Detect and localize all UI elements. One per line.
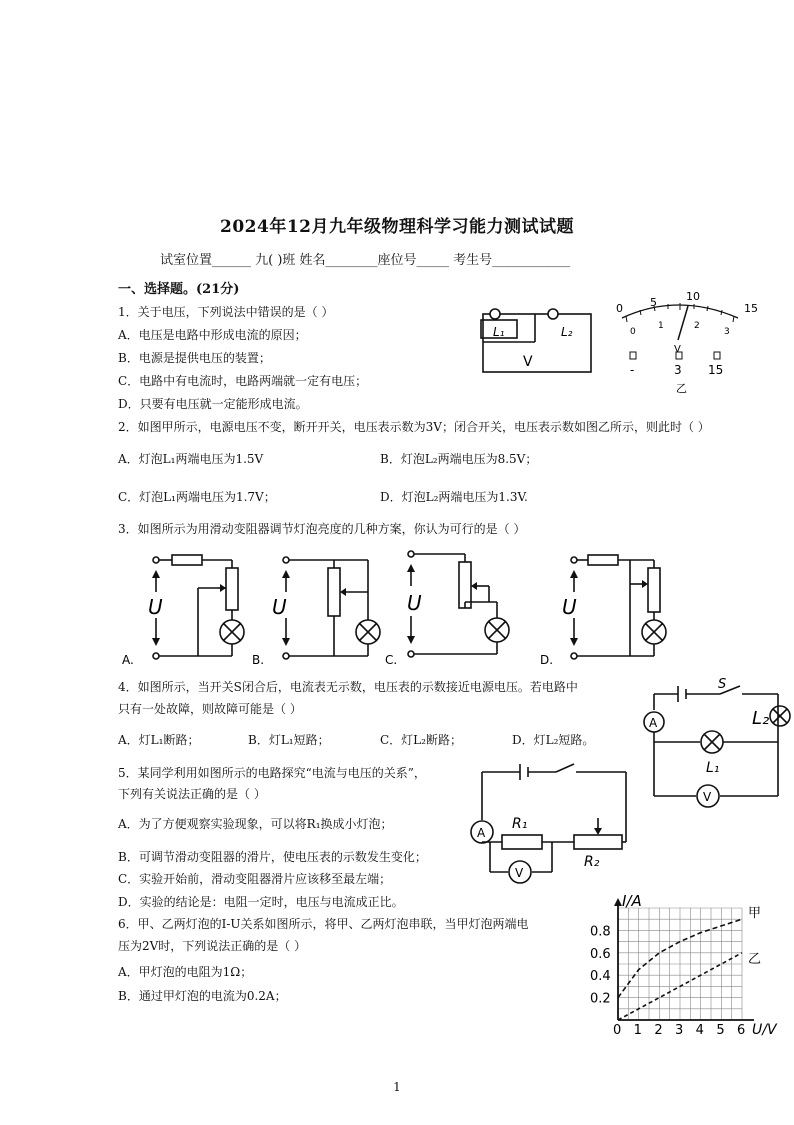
y-tick-label: 0.2 bbox=[590, 991, 611, 1007]
q4-ammeter-label: A bbox=[649, 716, 658, 730]
q2-option-b: B．灯泡L₂两端电压为8.5V； bbox=[380, 452, 538, 466]
q6-option-b: B．通过甲灯泡的电流为0.2A； bbox=[118, 989, 287, 1003]
dial-top-5: 5 bbox=[650, 296, 657, 309]
chart-ylabel: I/A bbox=[622, 892, 642, 910]
q1-option-d: D．只要有电压就一定能形成电流。 bbox=[118, 397, 308, 411]
q3a-source-label: U bbox=[148, 595, 163, 619]
q6-stem-line1: 6．甲、乙两灯泡的I-U关系如图所示，将甲、乙两灯泡串联，当甲灯泡两端电 bbox=[118, 917, 529, 931]
series-label-1: 甲 bbox=[748, 906, 762, 922]
q3-stem: 3．如图所示为用滑动变阻器调节灯泡亮度的几种方案，你认为可行的是（ ） bbox=[118, 522, 526, 536]
q5-option-b: B．可调节滑动变阻器的滑片，使电压表的示数发生变化； bbox=[118, 850, 427, 864]
q3c-source-label: U bbox=[407, 591, 422, 615]
dial-bottom-0: 0 bbox=[630, 327, 636, 337]
q2-voltmeter-mark: V bbox=[523, 354, 533, 370]
dial-unit: V bbox=[674, 344, 681, 355]
dial-bottom-1: 1 bbox=[658, 321, 664, 331]
q4-circuit-figure bbox=[640, 676, 790, 810]
q2-option-a: A．灯泡L₁两端电压为1.5V bbox=[118, 452, 264, 466]
q1-stem: 1．关于电压，下列说法中错误的是（ ） bbox=[118, 305, 334, 319]
y-axis-arrow bbox=[614, 898, 622, 906]
series-label-2: 乙 bbox=[748, 951, 762, 967]
page-number: 1 bbox=[393, 1080, 401, 1094]
x-tick-label: 2 bbox=[654, 1023, 663, 1038]
q5-stem-line2: 下列有关说法正确的是（ ） bbox=[118, 787, 266, 801]
page-title: 2024年12月九年级物理科学习能力测试试题 bbox=[220, 217, 574, 237]
q5-circuit-figure bbox=[466, 756, 636, 892]
label-yi: 乙 bbox=[676, 382, 687, 395]
chart-xlabel: U/V bbox=[752, 1022, 777, 1038]
iu-chart bbox=[574, 888, 786, 1036]
q5-stem-line1: 5．某同学利用如图所示的电路探究“电流与电压的关系”， bbox=[118, 766, 426, 780]
section-heading: 一、选择题。(21分) bbox=[118, 282, 240, 297]
y-tick-label: 0.4 bbox=[590, 969, 611, 985]
q5-option-a: A．为了方便观察实验现象，可以将R₁换成小灯泡； bbox=[118, 817, 393, 831]
q4-lamp1-label: L₁ bbox=[706, 760, 720, 776]
q3b-label: B. bbox=[252, 653, 265, 667]
x-tick-label: 5 bbox=[716, 1023, 725, 1038]
q4-option-b: B．灯L₁短路； bbox=[248, 733, 330, 747]
y-tick-label: 0.6 bbox=[590, 946, 611, 962]
student-info-line: 试室位置______ 九( )班 姓名________座位号_____ 考生号____________ bbox=[160, 253, 571, 268]
dial-top-15: 15 bbox=[744, 302, 758, 315]
q4-stem-line1: 4．如图所示，当开关S闭合后，电流表无示数，电压表的示数接近电源电压。若电路中 bbox=[118, 680, 578, 694]
q3-circuit-c bbox=[385, 542, 525, 668]
q5-r1-label: R₁ bbox=[512, 816, 528, 832]
dial-top-10: 10 bbox=[686, 290, 700, 303]
q3d-source-label: U bbox=[562, 595, 577, 619]
x-tick-label: 6 bbox=[737, 1023, 746, 1038]
dial-bottom-2: 2 bbox=[694, 321, 700, 331]
terminal-15: 15 bbox=[708, 363, 724, 377]
y-tick-label: 0.8 bbox=[590, 924, 611, 940]
q2-option-d: D．灯泡L₂两端电压为1.3V. bbox=[380, 490, 528, 504]
dial-bottom-3: 3 bbox=[724, 327, 730, 337]
terminal-3: 3 bbox=[674, 363, 682, 377]
x-tick-label: 0 bbox=[613, 1023, 622, 1038]
q3a-label: A. bbox=[122, 653, 134, 667]
q5-voltmeter-label: V bbox=[515, 866, 524, 880]
q4-voltmeter-label: V bbox=[703, 790, 712, 804]
q3-circuit-b bbox=[250, 548, 385, 668]
q2-lamp2-label: L₂ bbox=[561, 325, 573, 339]
q5-option-c: C．实验开始前，滑动变阻器滑片应该移至最左端； bbox=[118, 872, 392, 886]
dial-top-0: 0 bbox=[616, 302, 623, 315]
x-tick-label: 3 bbox=[675, 1023, 684, 1038]
q3c-label: C. bbox=[385, 653, 398, 667]
q1-option-c: C．电路中有电流时，电路两端就一定有电压； bbox=[118, 374, 368, 388]
q6-option-a: A．甲灯泡的电阻为1Ω； bbox=[118, 965, 253, 979]
q3-circuit-d bbox=[538, 548, 678, 668]
q2-lamp1-label: L₁ bbox=[493, 325, 505, 339]
chart-axes bbox=[614, 898, 754, 1020]
q5-r2-label: R₂ bbox=[584, 854, 600, 870]
q2-circuit-figure bbox=[475, 306, 600, 381]
q4-option-a: A．灯L₁断路； bbox=[118, 733, 200, 747]
q5-ammeter-label: A bbox=[477, 826, 486, 840]
q4-option-d: D．灯L₂短路。 bbox=[512, 733, 595, 747]
q4-stem-line2: 只有一处故障，则故障可能是（ ） bbox=[118, 702, 302, 716]
q3-circuit-a bbox=[120, 548, 250, 668]
q3b-source-label: U bbox=[272, 595, 287, 619]
x-tick-label: 1 bbox=[633, 1023, 642, 1038]
chart-series bbox=[618, 906, 761, 1020]
q6-stem-line2: 压为2V时，下列说法正确的是（ ） bbox=[118, 939, 307, 953]
q1-option-a: A．电压是电路中形成电流的原因； bbox=[118, 328, 307, 342]
q4-option-c: C．灯L₂断路； bbox=[380, 733, 462, 747]
q4-switch-label: S bbox=[718, 677, 727, 692]
x-tick-label: 4 bbox=[695, 1023, 704, 1038]
q5-option-d: D．实验的结论是：电阻一定时，电压与电流成正比。 bbox=[118, 895, 404, 909]
q1-option-b: B．电源是提供电压的装置； bbox=[118, 351, 271, 365]
terminal-minus: - bbox=[630, 363, 635, 377]
q2-option-c: C．灯泡L₁两端电压为1.7V； bbox=[118, 490, 276, 504]
q3d-label: D. bbox=[540, 653, 554, 667]
q2-stem: 2．如图甲所示，电源电压不变，断开开关，电压表示数为3V；闭合开关，电压表示数如图乙所示，则此时（ ） bbox=[118, 420, 710, 434]
q4-lamp2-label: L₂ bbox=[752, 708, 770, 729]
q2-voltmeter-dial bbox=[610, 292, 770, 400]
